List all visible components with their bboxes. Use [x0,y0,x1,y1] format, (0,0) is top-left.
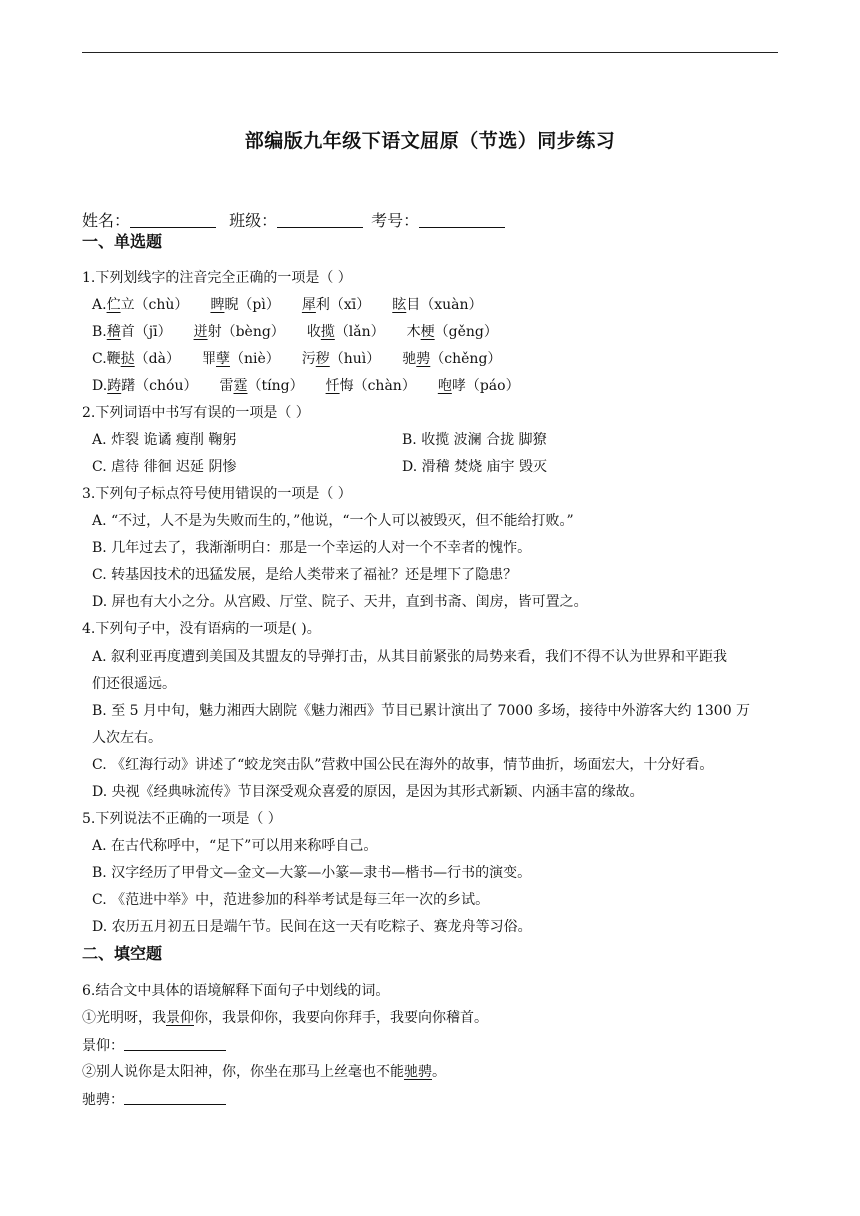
answer-2-blank[interactable] [124,1092,226,1105]
exam-label: 考号： [371,211,420,230]
question-5-stem: 5.下列说法不正确的一项是（ ） [82,811,282,827]
question-5-option-d[interactable]: D. 农历五月初五日是端午节。民间在这一天有吃粽子、赛龙舟等习俗。 [92,919,532,935]
question-6-answer-1: 景仰： [82,1038,226,1053]
question-1-option-a[interactable]: A.伫立（chù） 睥睨（pì） 犀利（xī） 眩目（xuàn） [92,297,483,313]
question-6-sentence-1: ①光明呀，我景仰你，我景仰你，我要向你拜手，我要向你稽首。 [82,1010,488,1026]
answer-1-blank[interactable] [124,1038,226,1051]
class-label: 班级： [229,211,278,230]
page-title: 部编版九年级下语文屈原（节选）同步练习 [244,130,616,152]
question-6-answer-2: 驰骋： [82,1092,226,1107]
question-2-stem: 2.下列词语中书写有误的一项是（ ） [82,405,310,421]
question-4-option-d[interactable]: D. 央视《经典咏流传》节目深受观众喜爱的原因，是因为其形式新颖、内涵丰富的缘故。 [92,784,644,800]
question-5-option-b[interactable]: B. 汉字经历了甲骨文—金文—大篆—小篆—隶书—楷书—行书的演变。 [92,865,532,881]
question-2-options-row-1 [92,433,692,447]
question-6-sentence-2: ②别人说你是太阳神，你，你坐在那马上丝毫也不能驰骋。 [82,1064,446,1080]
question-6-stem: 6.结合文中具体的语境解释下面句子中划线的词。 [82,983,390,999]
question-3-option-a[interactable]: A. “不过，人不是为失败而生的，”他说，“一个人可以被毁灭，但不能给打败。” [92,513,574,529]
question-5-option-a[interactable]: A. 在古代称呼中，“足下”可以用来称呼自己。 [92,838,378,854]
name-blank[interactable] [130,212,216,228]
question-2-option-d[interactable]: D. 滑稽 焚烧 庙宇 毁灭 [402,459,547,475]
question-4-option-c[interactable]: C. 《红海行动》讲述了“蛟龙突击队”营救中国公民在海外的故事，情节曲折，场面宏大，十分好看。 [92,757,714,773]
section-heading-single-choice: 一、单选题 [82,232,163,251]
question-4-option-b[interactable]: B. 至 5 月中旬，魅力湘西大剧院《魅力湘西》节目已累计演出了 7000 多场，接待中外游客大约 1300 万 [92,703,751,719]
class-blank[interactable] [277,212,363,228]
question-3-option-d[interactable]: D. 屏也有大小之分。从宫殿、厅堂、院子、天井，直到书斋、闺房，皆可置之。 [92,594,588,610]
question-1-stem: 1.下列划线字的注音完全正确的一项是（ ） [82,270,352,286]
question-5-option-c[interactable]: C. 《范进中举》中，范进参加的科举考试是每三年一次的乡试。 [92,892,490,908]
question-3-stem: 3.下列句子标点符号使用错误的一项是（ ） [82,486,352,502]
exam-blank[interactable] [419,212,505,228]
question-2-option-c[interactable]: C. 虐待 徘徊 迟延 阴惨 [92,459,237,475]
question-2-option-a[interactable]: A. 炸裂 诡谲 瘦削 鞠躬 [92,432,237,448]
question-4-stem: 4.下列句子中，没有语病的一项是( )。 [82,621,321,637]
question-1-option-c[interactable]: C.鞭挞（dà） 罪孽（niè） 污秽（huì） 驰骋（chěng） [92,351,502,367]
question-2-option-b[interactable]: B. 收揽 波澜 合拢 脚獠 [402,432,547,448]
header-rule [82,52,778,53]
question-4-option-b-continued: 人次左右。 [92,730,162,746]
question-3-option-c[interactable]: C. 转基因技术的迅猛发展，是给人类带来了福祉？还是埋下了隐患？ [92,567,518,583]
question-2-options-row-2 [92,460,692,474]
question-3-option-b[interactable]: B. 几年过去了，我渐渐明白：那是一个幸运的人对一个不幸者的愧怍。 [92,540,532,556]
question-1-option-d[interactable]: D.踌躇（chóu） 雷霆（tíng） 忏悔（chàn） 咆哮（páo） [92,378,520,394]
question-4-option-a[interactable]: A. 叙利亚再度遭到美国及其盟友的导弹打击，从其目前紧张的局势来看，我们不得不认为世界和平距我 [92,649,728,665]
name-label: 姓名： [82,211,131,230]
section-heading-fill-in: 二、填空题 [82,944,163,963]
question-1-option-b[interactable]: B.稽首（jī） 迸射（bèng） 收揽（lǎn） 木梗（gěng） [92,324,498,340]
student-info-row [82,208,513,231]
question-4-option-a-continued: 们还很遥远。 [92,676,176,692]
